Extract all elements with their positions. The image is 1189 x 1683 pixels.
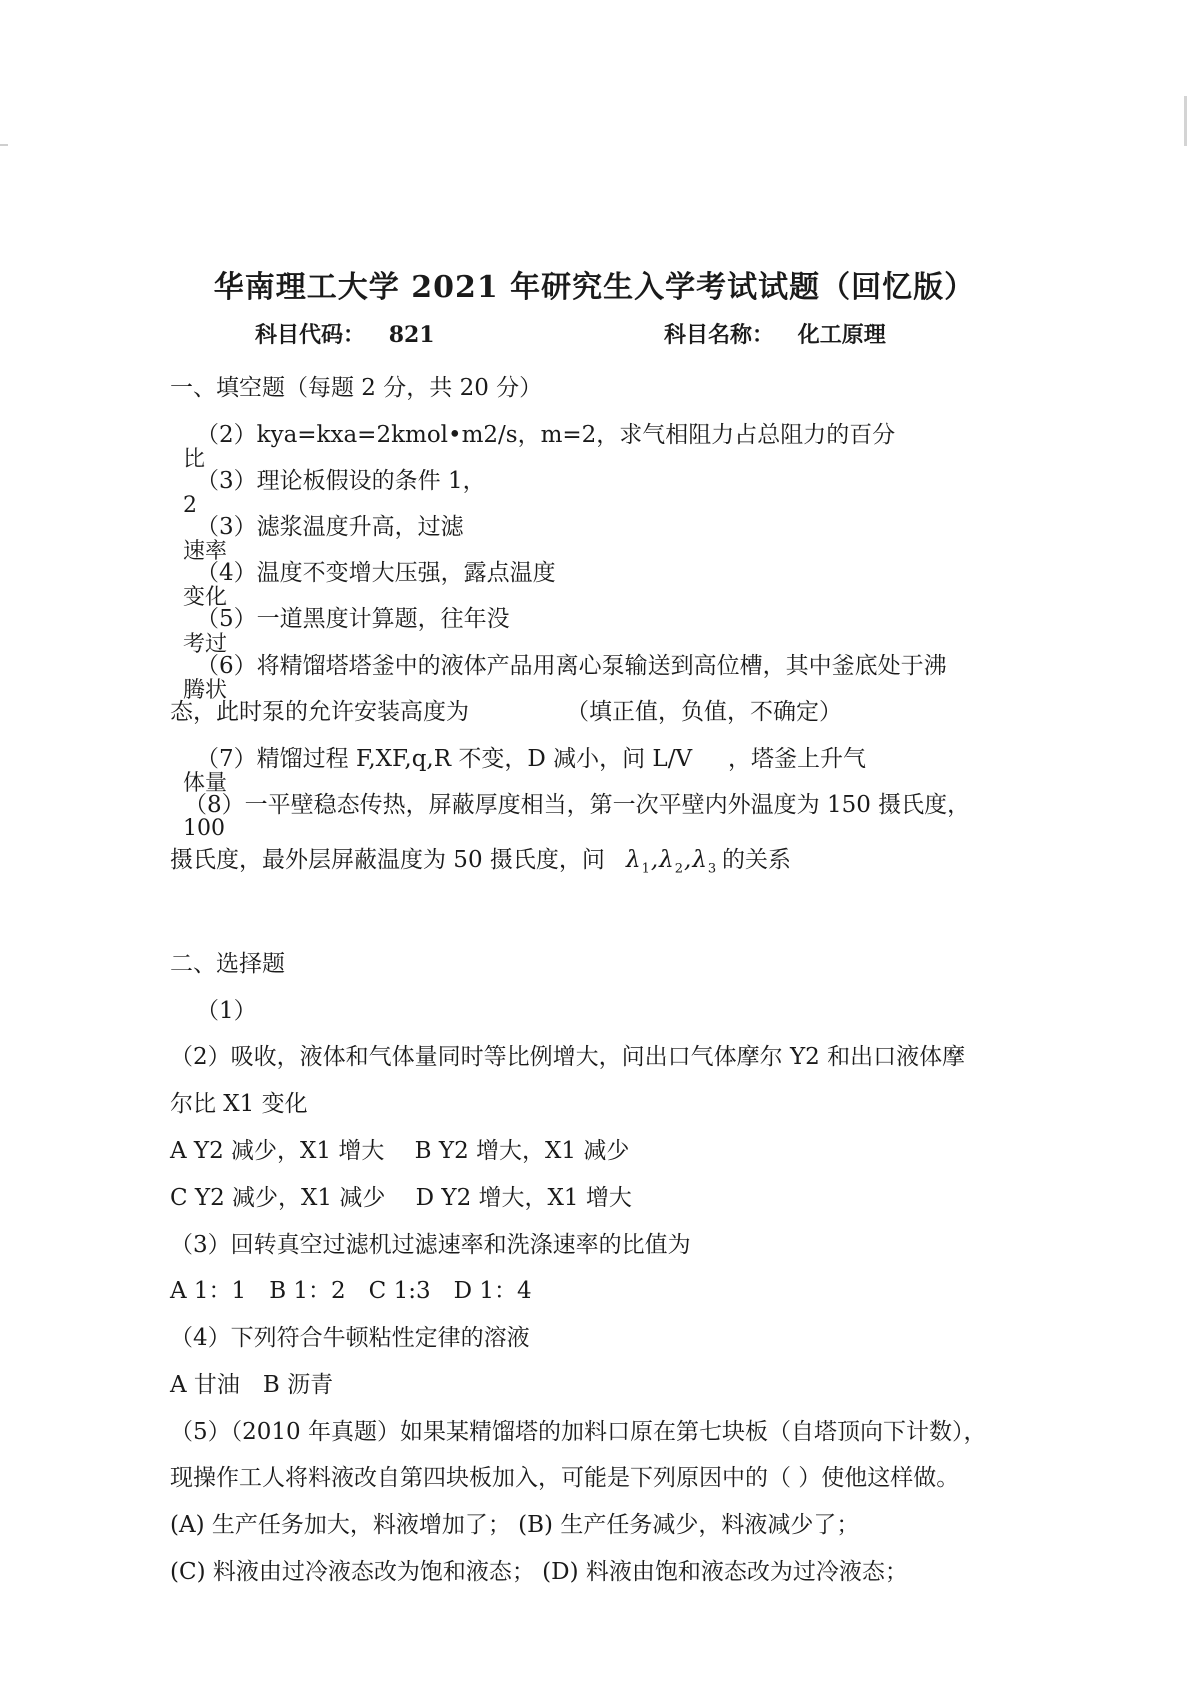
question-line: （3）回转真空过滤机过滤速率和洗涤速率的比值为 bbox=[170, 1232, 691, 1258]
subject-name-value: 化工原理 bbox=[797, 322, 886, 348]
overlapping-text: 100 bbox=[183, 816, 225, 841]
question-line: （7）精馏过程 F,XF,q,R 不变，D 减小，问 L/V bbox=[196, 746, 693, 772]
question-line: （3）滤浆温度升高，过滤 bbox=[196, 514, 464, 540]
subject-name-label: 科目名称： bbox=[664, 322, 775, 348]
exam-title: 华南理工大学 2021 年研究生入学考试试题（回忆版） bbox=[213, 270, 976, 305]
question-line: （5）（2010 年真题）如果某精馏塔的加料口原在第七块板（自塔顶向下计数）， bbox=[170, 1419, 987, 1445]
subject-code-label: 科目代码： bbox=[255, 322, 366, 348]
question-line: 态，此时泵的允许安装高度为 bbox=[170, 699, 469, 725]
option-line: (A) 生产任务加大，料液增加了； (B) 生产任务减少，料液减少了； bbox=[170, 1512, 860, 1538]
question-line: （1） bbox=[196, 998, 257, 1024]
overlapping-text: 考过 bbox=[183, 632, 228, 657]
lambda-subscript: 1 bbox=[641, 861, 651, 877]
question-line: （4）温度不变增大压强，露点温度 bbox=[196, 560, 556, 586]
overlapping-text: 2 bbox=[183, 493, 197, 518]
page-edge-mark bbox=[1184, 96, 1187, 146]
lambda-subscript: 3 bbox=[707, 861, 718, 877]
option-line: A Y2 减少，X1 增大 B Y2 增大，X1 减少 bbox=[170, 1138, 630, 1164]
question-line: （4）下列符合牛顿粘性定律的溶液 bbox=[170, 1325, 530, 1351]
question-line: 摄氏度，最外层屏蔽温度为 50 摄氏度，问 bbox=[170, 847, 605, 873]
lambda-symbol: λ bbox=[659, 847, 675, 873]
lambda-subscript: 2 bbox=[674, 861, 685, 877]
lambda-1 bbox=[626, 847, 651, 877]
question-line: ，塔釜上升气 bbox=[728, 746, 866, 772]
lambda-symbols: $\lambda_1,\lambda_2,\lambda_3$ bbox=[626, 847, 718, 877]
overlapping-text: 腾状 bbox=[183, 678, 228, 703]
overlapping-text: 体量 bbox=[183, 771, 228, 796]
lambda-symbol: λ bbox=[692, 847, 708, 873]
subject-name bbox=[664, 318, 886, 349]
subject-code-value: 821 bbox=[388, 322, 435, 348]
lambda-3 bbox=[692, 847, 718, 877]
question-line: （5）一道黑度计算题，往年没 bbox=[196, 606, 510, 632]
question-line: （2）吸收，液体和气体量同时等比例增大，问出口气体摩尔 Y2 和出口液体摩 bbox=[170, 1044, 966, 1070]
section-heading: 二、选择题 bbox=[170, 951, 285, 977]
section-heading: 一、填空题（每题 2 分，共 20 分） bbox=[170, 375, 543, 401]
page-edge-mark bbox=[0, 144, 8, 146]
question-line: 的关系 bbox=[722, 847, 791, 873]
overlapping-text: 变化 bbox=[183, 585, 228, 610]
subject-code bbox=[255, 318, 435, 349]
question-line: （3）理论板假设的条件 1， bbox=[196, 468, 486, 494]
overlapping-text: 速率 bbox=[183, 539, 228, 564]
option-line: A 1：1 B 1：2 C 1:3 D 1：4 bbox=[170, 1278, 532, 1304]
option-line: C Y2 减少，X1 减少 D Y2 增大，X1 增大 bbox=[170, 1185, 632, 1211]
overlapping-text: 比 bbox=[183, 447, 206, 472]
question-line: 尔比 X1 变化 bbox=[170, 1091, 308, 1117]
lambda-2 bbox=[659, 847, 685, 877]
question-line: （8）一平壁稳态传热，屏蔽厚度相当，第一次平壁内外温度为 150 摄氏度， bbox=[184, 792, 971, 818]
option-line: A 甘油 B 沥青 bbox=[170, 1372, 334, 1398]
question-line: 现操作工人将料液改自第四块板加入，可能是下列原因中的（ ）使他这样做。 bbox=[170, 1465, 960, 1491]
option-line: (C) 料液由过冷液态改为饱和液态； (D) 料液由饱和液态改为过冷液态； bbox=[170, 1559, 908, 1585]
question-line: （填正值，负值，不确定） bbox=[566, 699, 842, 725]
question-line: （2）kya=kxa=2kmol•m2/s，m=2，求气相阻力占总阻力的百分 bbox=[196, 422, 896, 448]
lambda-symbol: λ bbox=[626, 847, 642, 873]
question-line: （6）将精馏塔塔釜中的液体产品用离心泵输送到高位槽，其中釜底处于沸 bbox=[196, 653, 947, 679]
